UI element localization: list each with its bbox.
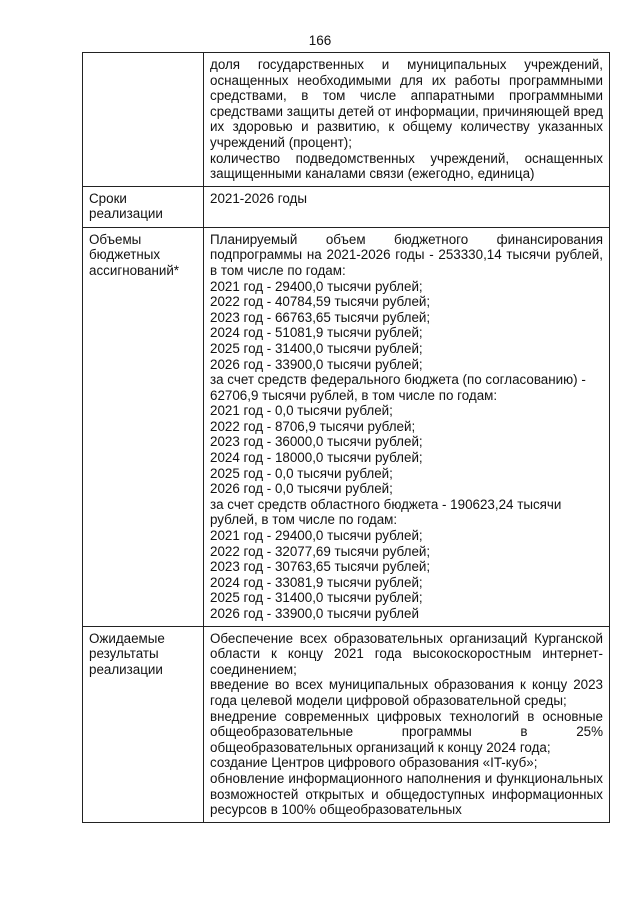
indicator-text: количество подведомственных учреждений, оснащенных защищенными каналами связи (ежегодно, единица) — [210, 150, 603, 182]
year-line: 2024 год - 18000,0 тысячи рублей; — [210, 450, 423, 466]
federal-intro: за счет средств федерального бюджета (по согласованию) - 62706,9 тысячи рублей, в том числе по годам: — [210, 372, 586, 403]
terms-value: 2021-2026 годы — [204, 186, 610, 227]
results-value-cell — [204, 626, 610, 822]
year-line: 2024 год - 33081,9 тысячи рублей; — [210, 574, 423, 590]
regional-intro: за счет средств областного бюджета - 190623,24 тысячи рублей, в том числе по годам: — [210, 496, 562, 528]
budget-row — [83, 227, 610, 626]
year-line: 2023 год - 36000,0 тысячи рублей; — [210, 434, 423, 450]
results-label: Ожидаемые результаты реализации — [83, 626, 204, 822]
passport-table — [82, 52, 610, 823]
result-item: Обеспечение всех образовательных организаций Курганской области к концу 2021 года высокоскоростным интернет-соединением; — [210, 630, 603, 677]
year-line: 2021 год - 29400,0 тысячи рублей; — [210, 278, 423, 294]
year-line: 2022 год - 40784,59 тысячи рублей; — [210, 294, 431, 310]
total-by-year-list — [210, 279, 603, 373]
year-line: 2025 год - 0,0 тысячи рублей; — [210, 465, 393, 481]
result-item: создание Центров цифрового образования «IT-куб»; — [210, 755, 538, 771]
indicators-value-cell — [204, 53, 610, 187]
results-row — [83, 626, 610, 822]
year-line: 2021 год - 29400,0 тысячи рублей; — [210, 528, 423, 544]
year-line: 2021 год - 0,0 тысячи рублей; — [210, 403, 393, 419]
regional-by-year-list — [210, 528, 603, 622]
year-line: 2026 год - 0,0 тысячи рублей; — [210, 481, 393, 497]
year-line: 2026 год - 33900,0 тысячи рублей; — [210, 356, 423, 372]
year-line: 2022 год - 32077,69 тысячи рублей; — [210, 543, 431, 559]
budget-label: Объемы бюджетных ассигнований* — [83, 227, 204, 626]
indicators-row — [83, 53, 610, 187]
result-item: введение во всех муниципальных образования к концу 2023 года целевой модели цифровой образовательной среды; — [210, 677, 603, 708]
terms-row — [83, 186, 610, 227]
year-line: 2022 год - 8706,9 тысячи рублей; — [210, 418, 416, 434]
budget-intro: Планируемый объем бюджетного финансирования подпрограммы на 2021-2026 годы - 253330,14 тысячи рублей, в том числе по годам: — [210, 231, 603, 278]
year-line: 2024 год - 51081,9 тысячи рублей; — [210, 325, 423, 341]
federal-by-year-list — [210, 403, 603, 497]
year-line: 2023 год - 66763,65 тысячи рублей; — [210, 309, 431, 325]
year-line: 2025 год - 31400,0 тысячи рублей; — [210, 340, 423, 356]
result-item: внедрение современных цифровых технологий в основные общеобразовательные программы в 25% общеобразовательных организаций к концу 2024 года; — [210, 708, 603, 755]
indicators-label-cell — [83, 53, 204, 187]
budget-value-cell — [204, 227, 610, 626]
year-line: 2023 год - 30763,65 тысячи рублей; — [210, 559, 431, 575]
result-item: обновление информационного наполнения и функциональных возможностей открытых и общедоступных информационных ресурсов в 100% общеобразовательных — [210, 770, 603, 818]
terms-label: Сроки реализации — [83, 186, 204, 227]
page-number: 166 — [308, 33, 332, 48]
year-line: 2025 год - 31400,0 тысячи рублей; — [210, 590, 423, 606]
year-line: 2026 год - 33900,0 тысячи рублей — [210, 606, 419, 621]
indicator-text: доля государственных и муниципальных учреждений, оснащенных необходимыми для их работы программными средствами, в том числе аппаратными программными средствами защиты детей от информации, причиняющей вред их здоровью и развитию, к общему количеству указанных учреждений (процент); — [210, 57, 603, 150]
